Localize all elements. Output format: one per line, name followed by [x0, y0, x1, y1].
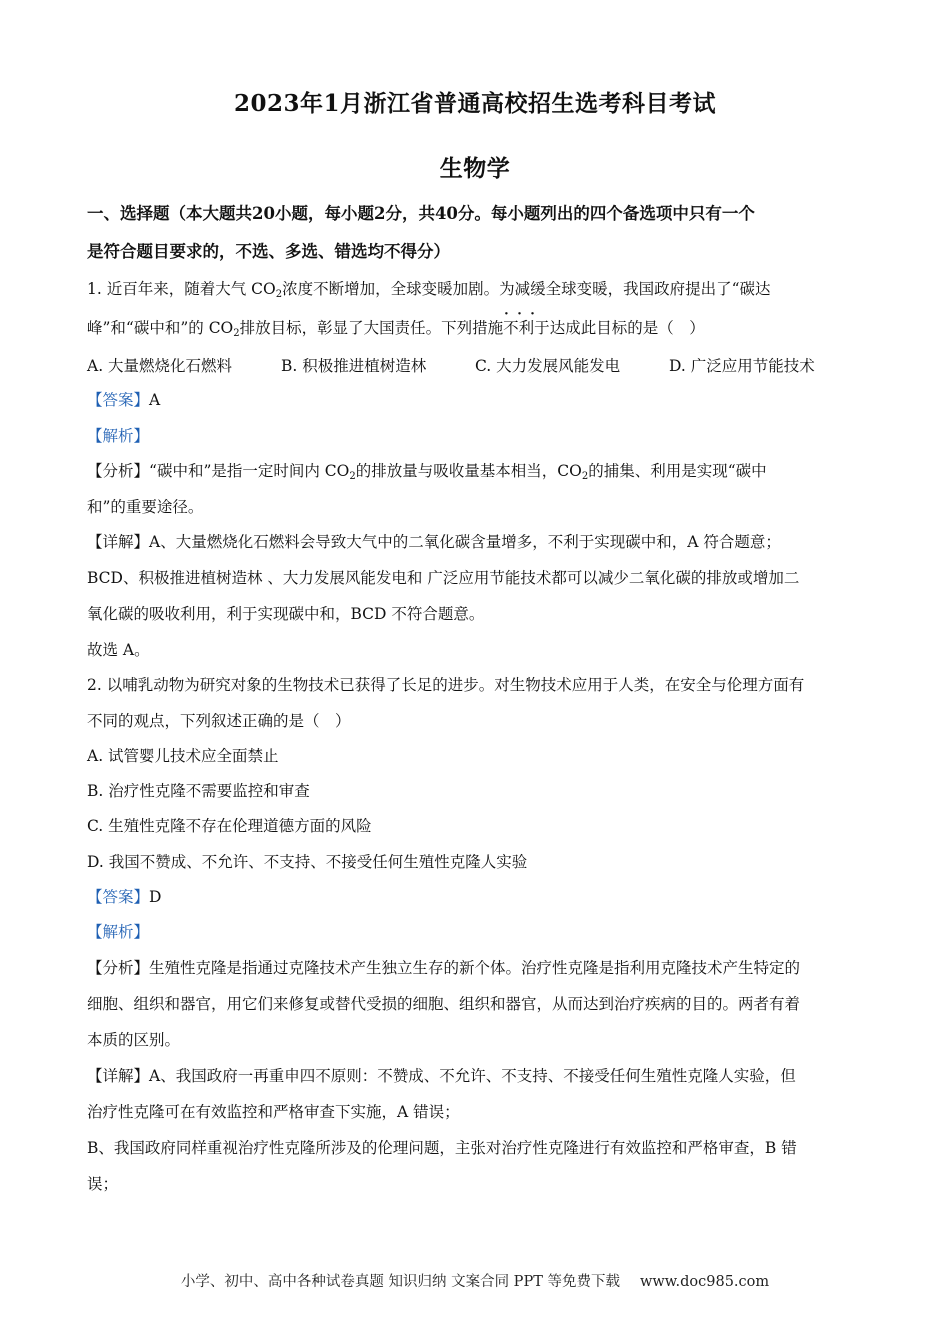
fenxi-tag: 【分析】 [87, 462, 150, 480]
q1-stem-text: 达成此目标的是（ ） [549, 319, 705, 337]
answer-value: A [149, 391, 161, 409]
detail-text: A、大量燃烧化石燃料会导致大气中的二氧化碳含量增多，不利于实现碳中和，A 符合题意； [149, 533, 781, 551]
fenxi-text: 的排放量与吸收量基本相当，CO [355, 462, 582, 480]
exam-title: 2023年1月浙江省普通高校招生选考科目考试 [233, 90, 717, 117]
q2-detail-line-3: B、我国政府同样重视治疗性克隆所涉及的伦理问题，主张对治疗性克隆进行有效监控和严格审查，B 错 [87, 1139, 797, 1157]
page-footer [0, 1270, 950, 1291]
fenxi-text: 的捕集、利用是实现“碳中 [588, 462, 767, 480]
q1-option-d: D. 广泛应用节能技术 [669, 357, 815, 375]
q1-stem-text: 峰”和“碳中和”的 CO [87, 319, 234, 337]
section-heading-line-2: 是符合题目要求的，不选、多选、错选均不得分） [87, 242, 450, 261]
q1-analysis-tag: 【解析】 [87, 427, 150, 445]
q1-stem-line-2 [87, 317, 867, 345]
q2-detail-line-1 [87, 1065, 867, 1087]
subscript: 2 [349, 471, 356, 482]
subject-title: 生物学 [439, 155, 511, 182]
footer-text: 小学、初中、高中各种试卷真题 知识归纳 文案合同 PPT 等免费下载 [180, 1274, 620, 1290]
q2-option-b: B. 治疗性克隆不需要监控和审查 [87, 782, 310, 800]
fenxi-tag: 【分析】 [87, 959, 150, 977]
q2-fenxi-line-3: 本质的区别。 [87, 1031, 181, 1049]
q2-answer [87, 886, 867, 908]
q2-fenxi-line-2: 细胞、组织和器官，用它们来修复或替代受损的细胞、组织和器官，从而达到治疗疾病的目的。两者有着 [87, 995, 801, 1013]
q2-detail-line-4: 误； [87, 1175, 119, 1193]
subscript: 2 [233, 328, 240, 339]
q2-option-c: C. 生殖性克隆不存在伦理道德方面的风险 [87, 817, 372, 835]
fenxi-text: “碳中和”是指一定时间内 CO [149, 462, 350, 480]
q2-option-a: A. 试管婴儿技术应全面禁止 [87, 747, 279, 765]
q1-stem-text: 排放目标，彰显了大国责任。下列措施 [239, 319, 504, 337]
q1-option-c: C. 大力发展风能发电 [475, 357, 621, 375]
q1-detail-line-3: 氧化碳的吸收利用，利于实现碳中和，BCD 不符合题意。 [87, 605, 485, 623]
subscript: 2 [581, 471, 589, 482]
q2-fenxi-line-1 [87, 957, 867, 979]
q1-option-b: B. 积极推进植树造林 [281, 357, 427, 375]
section-heading-line-1: 一、选择题（本大题共20小题，每小题2分，共40分。每小题列出的四个备选项中只有一个 [87, 204, 755, 223]
q2-option-d: D. 我国不赞成、不允许、不支持、不接受任何生殖性克隆人实验 [87, 853, 528, 871]
emphasis-text: · · · 不利于 [503, 317, 550, 339]
q2-analysis-tag: 【解析】 [87, 923, 150, 941]
q1-stem-text: 浓度不断增加，全球变暖加剧。为减缓全球变暖，我国政府提出了“碳达 [282, 280, 771, 298]
q1-detail-line-1 [87, 531, 867, 553]
q1-option-a: A. 大量燃烧化石燃料 [87, 357, 233, 375]
q1-answer [87, 389, 867, 411]
q1-stem-text: 1. 近百年来，随着大气 CO [87, 280, 276, 298]
detail-tag: 【详解】 [87, 533, 150, 551]
q2-stem-line-2: 不同的观点，下列叙述正确的是（ ） [87, 712, 351, 730]
q1-conclusion: 故选 A。 [87, 641, 150, 659]
q1-stem-line-1 [87, 278, 867, 306]
q1-fenxi-line-2: 和”的重要途径。 [87, 498, 204, 516]
q2-detail-line-2: 治疗性克隆可在有效监控和严格审查下实施，A 错误； [87, 1103, 460, 1121]
footer-url[interactable]: www.doc985.com [639, 1274, 770, 1290]
fenxi-text: 生殖性克隆是指通过克隆技术产生独立生存的新个体。治疗性克隆是指利用克隆技术产生特定的 [149, 959, 801, 977]
subscript: 2 [275, 289, 283, 300]
q1-fenxi-line-1 [87, 460, 867, 488]
detail-text: A、我国政府一再重申四不原则：不赞成、不允许、不支持、不接受任何生殖性克隆人实验，但 [149, 1067, 796, 1085]
q2-stem-line-1: 2. 以哺乳动物为研究对象的生物技术已获得了长足的进步。对生物技术应用于人类，在安全与伦理方面有 [87, 676, 805, 694]
answer-tag: 【答案】 [87, 391, 150, 409]
detail-tag: 【详解】 [87, 1067, 150, 1085]
answer-tag: 【答案】 [87, 888, 150, 906]
q1-detail-line-2: BCD、积极推进植树造林 、大力发展风能发电和 广泛应用节能技术都可以减少二氧化碳的排放或增加二 [87, 569, 800, 587]
answer-value: D [149, 888, 162, 906]
